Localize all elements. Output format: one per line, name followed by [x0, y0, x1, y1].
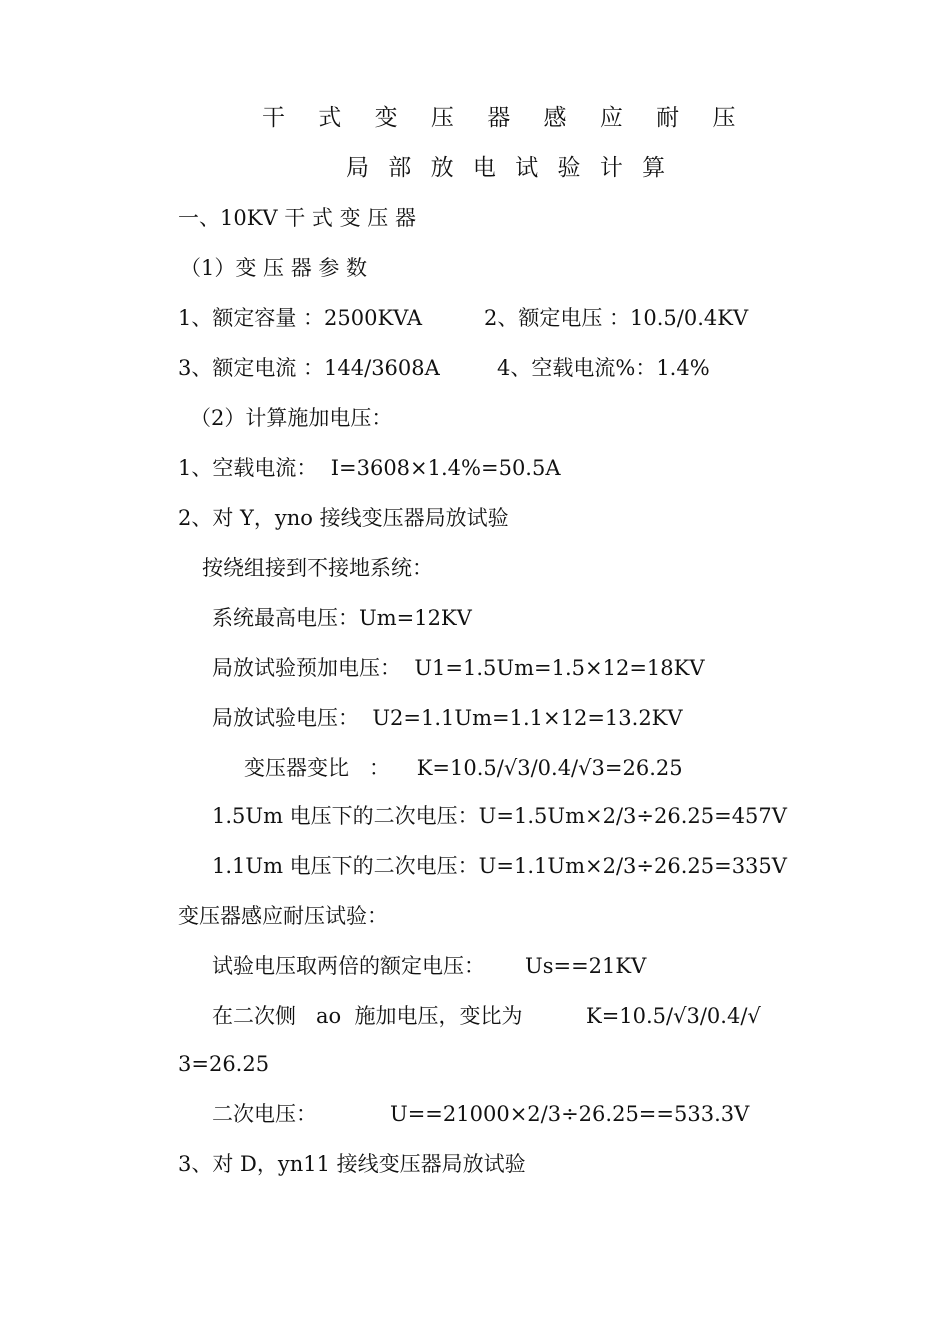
calc-y-yno-test: 2、对 Y，yno 接线变压器局放试验: [178, 506, 509, 530]
induced-test-heading: 变压器感应耐压试验：: [178, 904, 388, 928]
param-no-load-current: 4、空载电流%：1.4%: [497, 356, 710, 380]
calc-no-load-current: 1、空载电流： I=3608×1.4%=50.5A: [178, 456, 561, 480]
section-3-heading: 3、对 D，yn11 接线变压器局放试验: [178, 1152, 526, 1176]
param-rated-current: 3、额定电流 ：144/3608A: [178, 356, 440, 380]
section-1-heading: 一、10KV 干 式 变 压 器: [178, 206, 416, 230]
secondary-voltage-1-1um: 1.1Um 电压下的二次电压：U=1.1Um×2/3÷26.25=335V: [212, 854, 787, 878]
apply-ratio-continued: 3=26.25: [178, 1052, 270, 1076]
secondary-voltage-label: 二次电压：: [212, 1102, 317, 1126]
test-voltage-value: Us==21KV: [525, 954, 647, 978]
test-voltage-label: 试验电压取两倍的额定电压：: [212, 954, 485, 978]
secondary-voltage-1-5um: 1.5Um 电压下的二次电压：U=1.5Um×2/3÷26.25=457V: [212, 804, 787, 828]
params-heading: （1）变 压 器 参 数: [180, 256, 368, 280]
calc-winding-note: 按绕组接到不接地系统：: [202, 556, 433, 580]
secondary-voltage-value: U==21000×2/3÷26.25==533.3V: [390, 1102, 750, 1126]
apply-voltage-label: 在二次侧 ao 施加电压，变比为: [212, 1004, 523, 1028]
title-line-2: 局 部 放 电 试 验 计 算: [346, 155, 672, 181]
pd-test-voltage: 局放试验电压： U2=1.1Um=1.1×12=13.2KV: [212, 706, 683, 730]
apply-ratio-value: K=10.5/√3/0.4/√: [586, 1004, 761, 1028]
param-rated-voltage: 2、额定电压 ：10.5/0.4KV: [484, 306, 749, 330]
transformer-ratio: 变压器变比 ： K=10.5/√3/0.4/√3=26.25: [244, 756, 683, 780]
max-system-voltage: 系统最高电压：Um=12KV: [212, 606, 472, 630]
title-line-1: 干 式 变 压 器 感 应 耐 压: [262, 105, 749, 131]
pd-pre-voltage: 局放试验预加电压： U1=1.5Um=1.5×12=18KV: [212, 656, 705, 680]
param-rated-capacity: 1、额定容量 ：2500KVA: [178, 306, 423, 330]
calc-heading: （2）计算施加电压：: [190, 406, 393, 430]
